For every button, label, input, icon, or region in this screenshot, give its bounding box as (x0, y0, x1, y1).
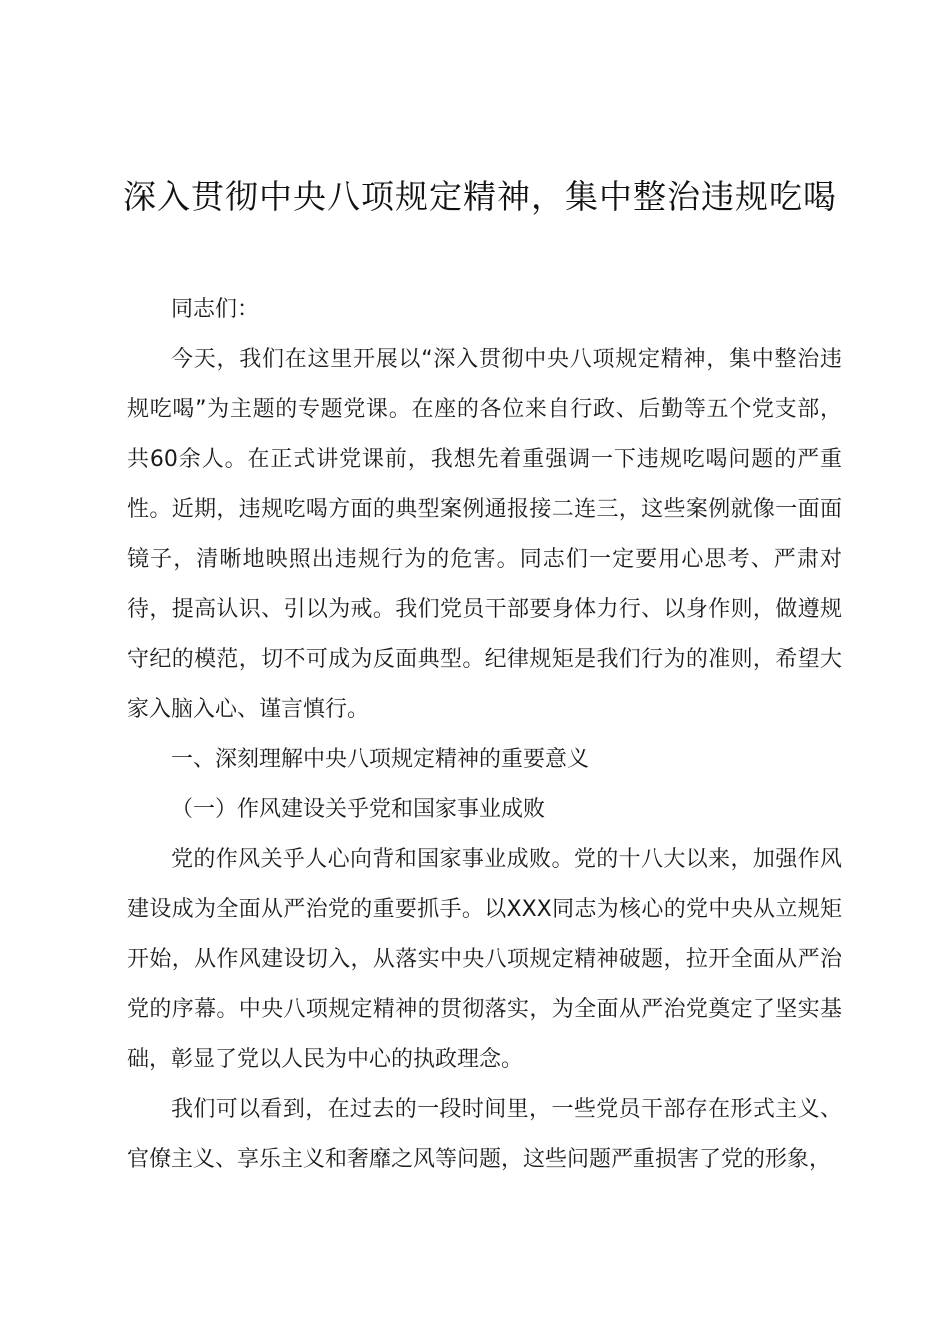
body-paragraph: 党的作风关乎人心向背和国家事业成败。党的十八大以来，加强作风建设成为全面从严治党的重要抓手。以XXX同志为核心的党中央从立规矩开始，从作风建设切入，从落实中央八项规定精神破题，拉开全面从严治党的序幕。中央八项规定精神的贯彻落实，为全面从严治党奠定了坚实基础，彰显了党以人民为中心的执政理念。 (127, 847, 842, 1072)
salutation: 同志们： (171, 297, 260, 322)
body-paragraph: 今天，我们在这里开展以“深入贯彻中央八项规定精神，集中整治违规吃喝”为主题的专题党课。在座的各位来自行政、后勤等五个党支部，共60余人。在正式讲党课前，我想先着重强调一下违规吃喝问题的严重性。近期，违规吃喝方面的典型案例通报接二连三，这些案例就像一面面镜子，清晰地映照出违规行为的危害。同志们一定要用心思考、严肃对待，提高认识、引以为戒。我们党员干部要身体力行、以身作则，做遵规守纪的模范，切不可成为反面典型。纪律规矩是我们行为的准则，希望大家入脑入心、谨言慎行。 (127, 347, 842, 722)
section-heading: 一、深刻理解中央八项规定精神的重要意义 (171, 747, 590, 772)
document-body (127, 285, 842, 1185)
document-title: 深入贯彻中央八项规定精神，集中整治违规吃喝 (123, 177, 837, 216)
subsection-heading: （一）作风建设关乎党和国家事业成败 (171, 797, 546, 822)
body-paragraph: 我们可以看到，在过去的一段时间里，一些党员干部存在形式主义、官僚主义、享乐主义和奢靡之风等问题，这些问题严重损害了党的形象， (127, 1097, 842, 1172)
